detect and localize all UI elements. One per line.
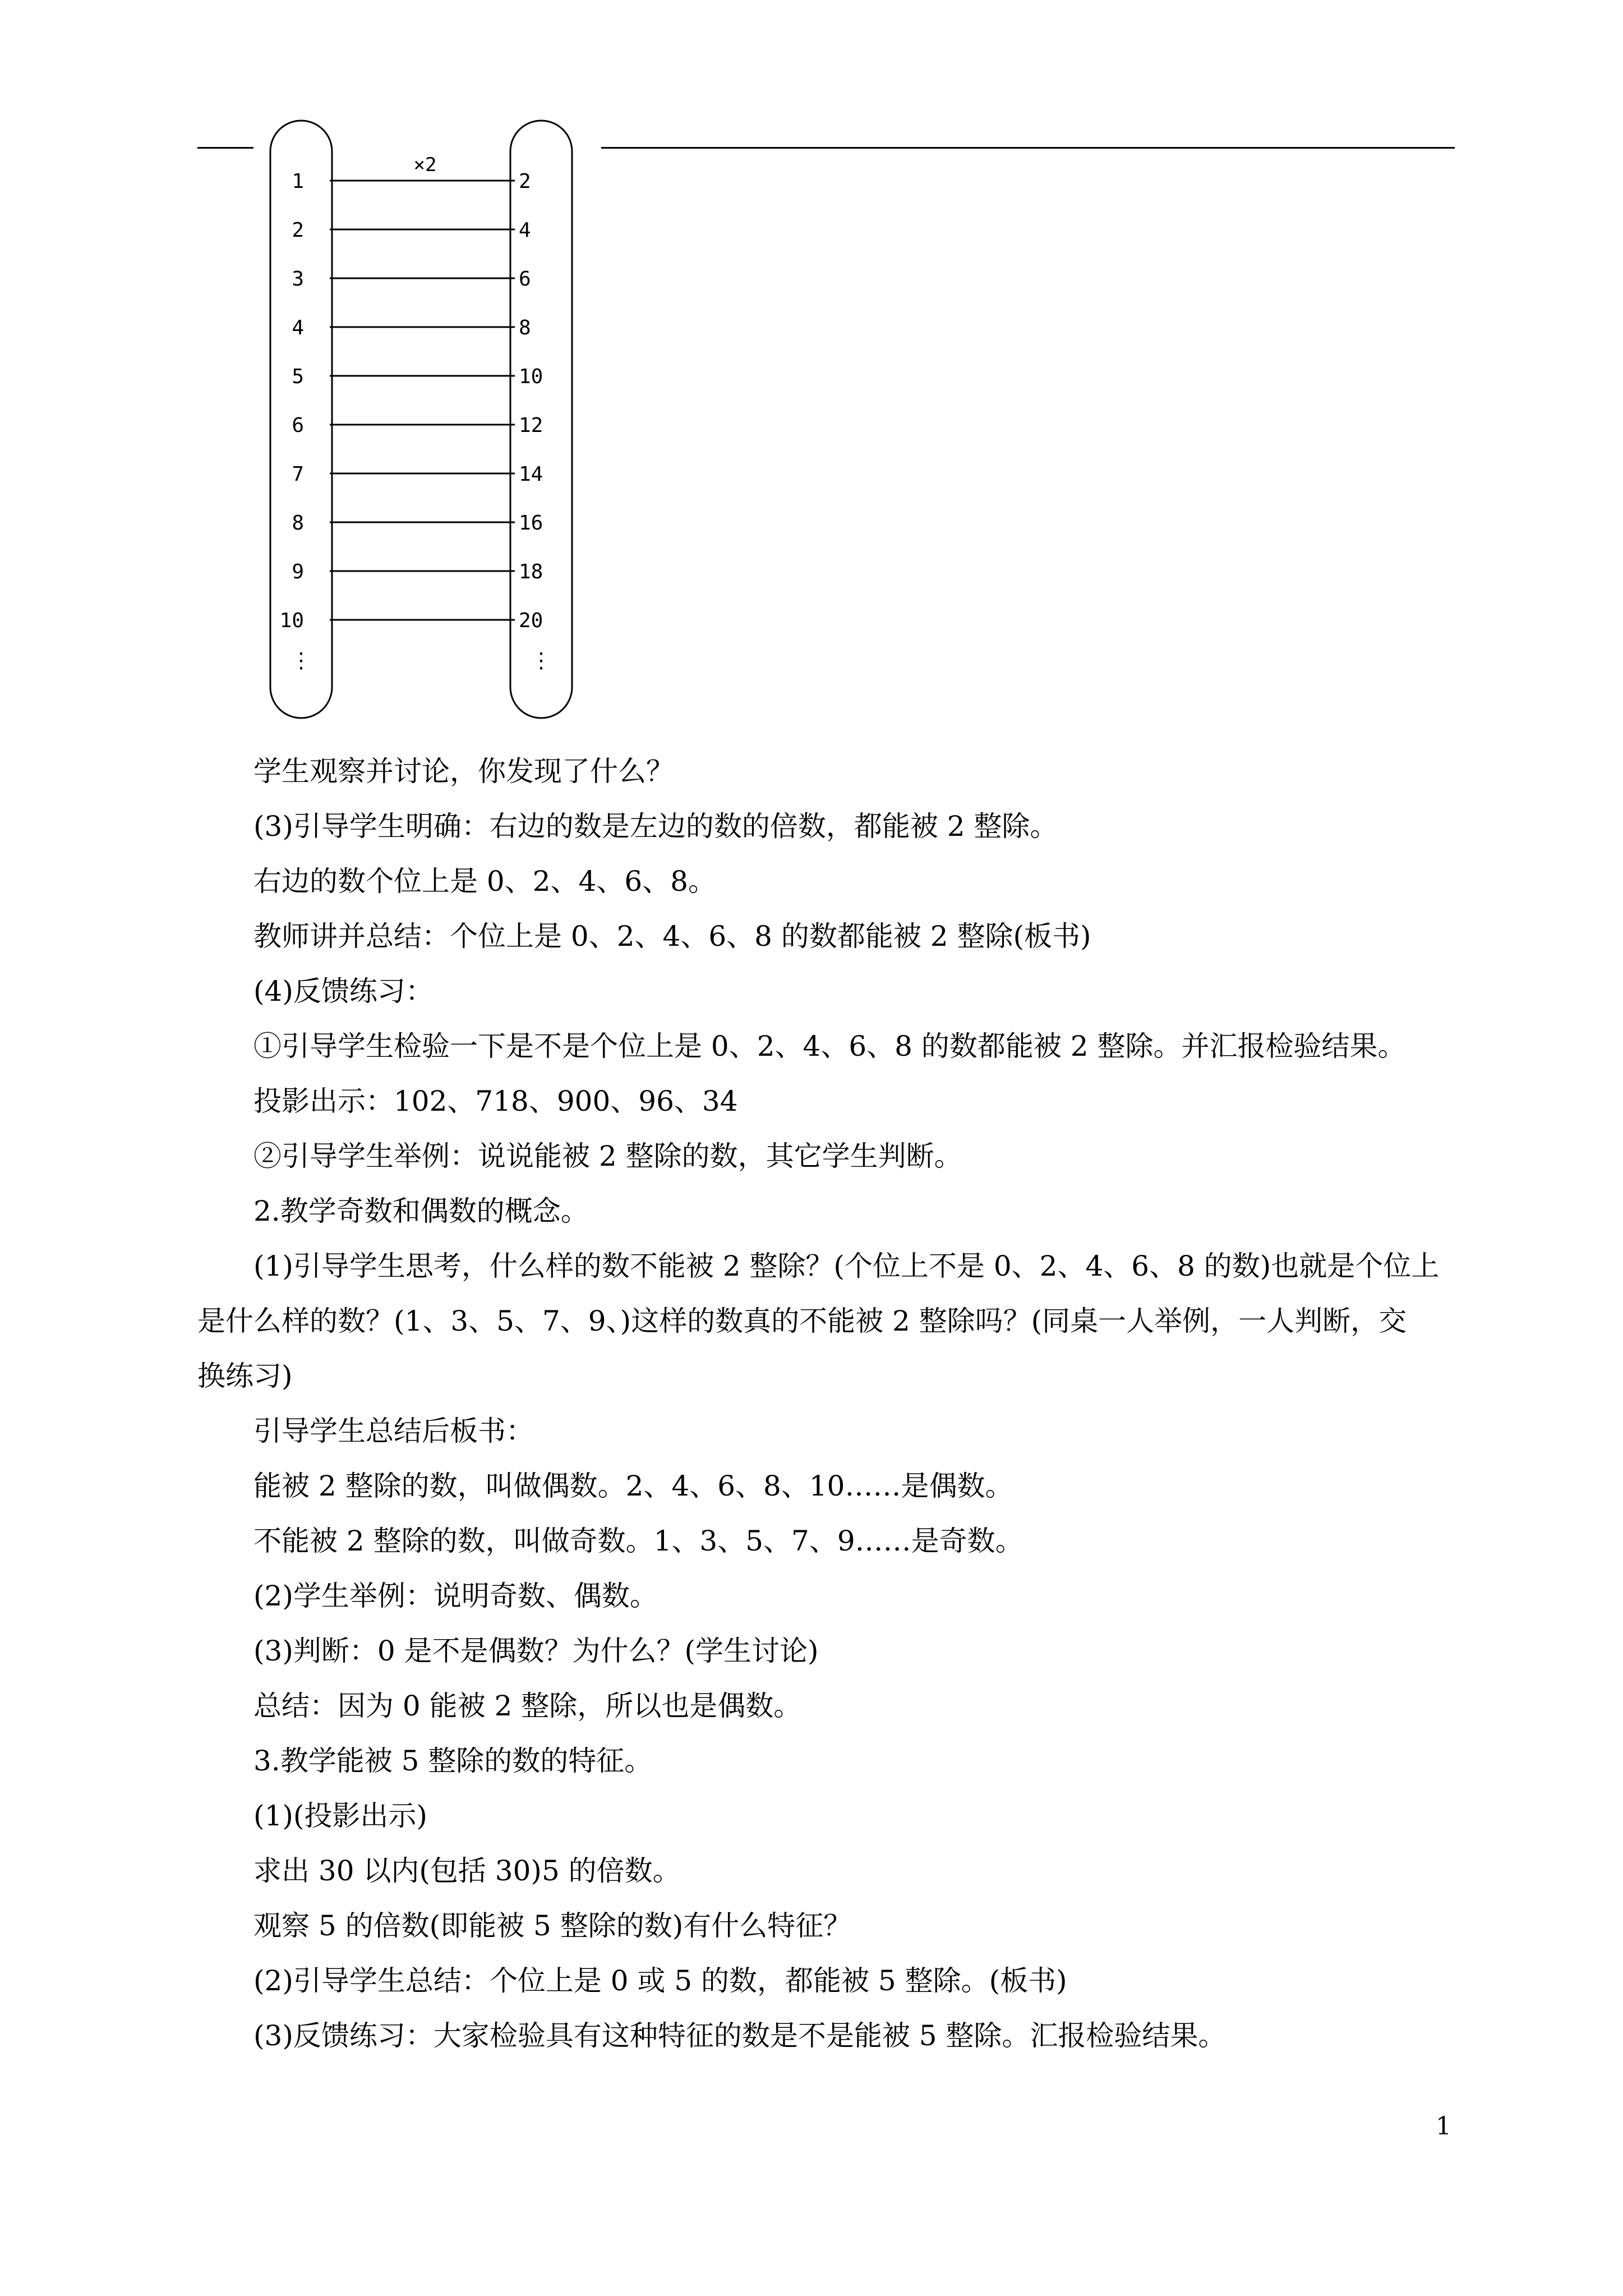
right-value: 14	[519, 463, 543, 486]
left-value: 8	[292, 512, 304, 535]
paragraph: (3)判断：0 是不是偶数？为什么？(学生讨论)	[253, 1635, 819, 1667]
paragraph: 观察 5 的倍数(即能被 5 整除的数)有什么特征？	[253, 1910, 852, 1942]
left-value: 7	[292, 463, 304, 486]
left-value: 10	[279, 609, 304, 632]
paragraph: ①引导学生检验一下是不是个位上是 0、2、4、6、8 的数都能被 2 整除。并汇报检验结果。	[253, 1030, 1406, 1062]
paragraph: 右边的数个位上是 0、2、4、6、8。	[253, 865, 716, 898]
paragraph: (2)引导学生总结：个位上是 0 或 5 的数，都能被 5 整除。(板书)	[253, 1964, 1067, 1997]
left-value: 1	[292, 170, 304, 193]
paragraph: 引导学生总结后板书：	[253, 1415, 534, 1447]
paragraph: 总结：因为 0 能被 2 整除，所以也是偶数。	[253, 1690, 802, 1722]
paragraph: (1)引导学生思考，什么样的数不能被 2 整除？(个位上不是 0、2、4、6、8 的数)也就是个位上	[253, 1250, 1440, 1282]
paragraph: (2)学生举例：说明奇数、偶数。	[253, 1580, 658, 1612]
paragraph-continuation: 是什么样的数？(1、3、5、7、9、)这样的数真的不能被 2 整除吗？(同桌一人举例，一人判断，交	[197, 1305, 1407, 1337]
paragraph: 投影出示：102、718、900、96、34	[253, 1085, 738, 1117]
section-heading: 3.教学能被 5 整除的数的特征。	[253, 1745, 653, 1777]
paragraph: ②引导学生举例：说说能被 2 整除的数，其它学生判断。	[253, 1140, 962, 1172]
left-value: 6	[292, 414, 304, 437]
right-value: 16	[519, 512, 543, 535]
left-value: 4	[292, 316, 304, 339]
header-rule-left	[197, 147, 253, 149]
right-continuation-dots: ⋮	[531, 648, 552, 673]
paragraph: 能被 2 整除的数，叫做偶数。2、4、6、8、10……是偶数。	[253, 1470, 1013, 1502]
right-value: 10	[519, 365, 543, 388]
multiplication-mapping-diagram	[264, 112, 589, 729]
right-value: 2	[519, 170, 531, 193]
section-heading: 2.教学奇数和偶数的概念。	[253, 1195, 589, 1227]
paragraph: 学生观察并讨论，你发现了什么？	[253, 755, 674, 788]
paragraph: (3)反馈练习：大家检验具有这种特征的数是不是能被 5 整除。汇报检验结果。	[253, 2019, 1227, 2052]
left-continuation-dots: ⋮	[291, 648, 312, 673]
paragraph: 不能被 2 整除的数，叫做奇数。1、3、5、7、9……是奇数。	[253, 1525, 1023, 1557]
paragraph: 求出 30 以内(包括 30)5 的倍数。	[253, 1855, 681, 1887]
paragraph-continuation: 换练习)	[197, 1360, 293, 1392]
left-value: 5	[292, 365, 304, 388]
left-value: 9	[292, 560, 304, 583]
right-value: 20	[519, 609, 543, 632]
paragraph: (3)引导学生明确：右边的数是左边的数的倍数，都能被 2 整除。	[253, 810, 1058, 843]
paragraph: (1)(投影出示)	[253, 1800, 427, 1832]
right-value: 6	[519, 268, 531, 291]
multiplier-label: ×2	[413, 154, 437, 176]
right-value: 4	[519, 219, 531, 242]
paragraph: (4)反馈练习：	[253, 975, 434, 1007]
paragraph: 教师讲并总结：个位上是 0、2、4、6、8 的数都能被 2 整除(板书)	[253, 920, 1091, 953]
header-rule-right	[601, 147, 1455, 149]
mapping-rows	[280, 170, 543, 632]
left-value: 2	[292, 219, 304, 242]
right-value: 18	[519, 560, 543, 583]
left-value: 3	[292, 268, 304, 291]
right-value: 12	[519, 414, 543, 437]
right-value: 8	[519, 316, 531, 339]
page-number: 1	[1436, 2112, 1451, 2141]
